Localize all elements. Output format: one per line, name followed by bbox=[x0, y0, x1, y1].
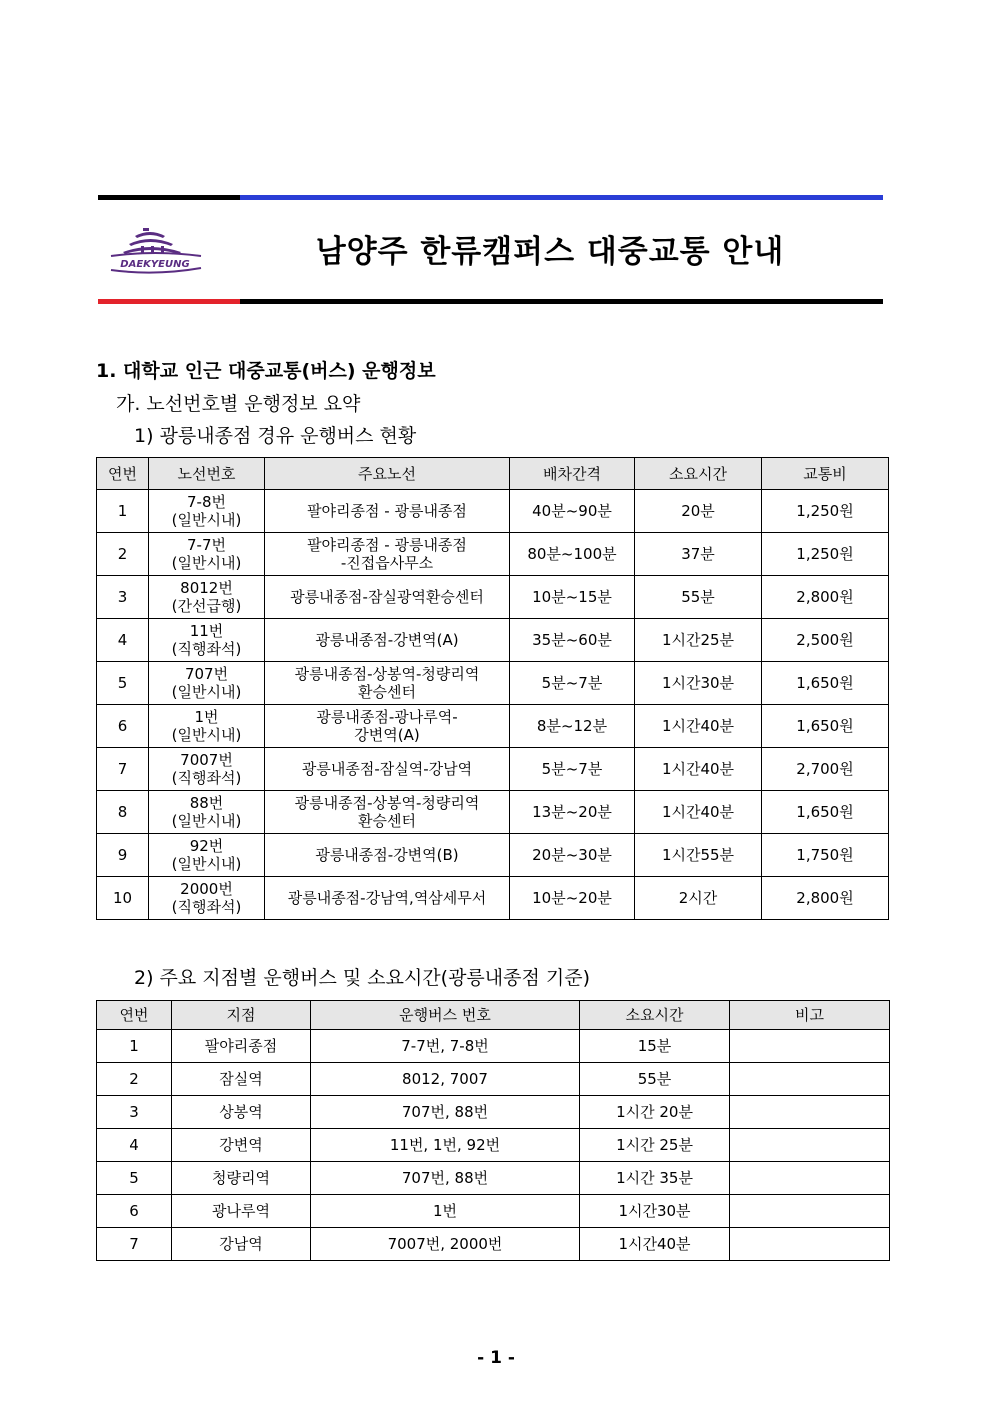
cell-note bbox=[730, 1030, 890, 1063]
route-path: 광릉내종점-잠실역-강남역 bbox=[301, 760, 473, 778]
cell-no: 2 bbox=[97, 1063, 172, 1096]
cell-fare bbox=[762, 877, 889, 920]
dispatch-interval: 8분~12분 bbox=[536, 717, 608, 735]
cell-interval bbox=[510, 877, 635, 920]
cell-no: 5 bbox=[97, 1162, 172, 1195]
cell-route bbox=[149, 748, 265, 791]
cell-no bbox=[97, 748, 149, 791]
cell-place: 팔야리종점 bbox=[172, 1030, 311, 1063]
col-header-no: 연번 bbox=[97, 458, 149, 490]
table-row bbox=[97, 877, 889, 920]
cell-buses: 707번, 88번 bbox=[311, 1162, 580, 1195]
dispatch-interval: 80분~100분 bbox=[527, 545, 617, 563]
dispatch-interval: 20분~30분 bbox=[532, 846, 612, 864]
cell-place: 상봉역 bbox=[172, 1096, 311, 1129]
row-number: 6 bbox=[117, 717, 128, 735]
dispatch-interval: 10분~15분 bbox=[532, 588, 612, 606]
cell-route bbox=[149, 533, 265, 576]
cell-no: 1 bbox=[97, 1030, 172, 1063]
dispatch-interval: 13분~20분 bbox=[532, 803, 612, 821]
row-number: 3 bbox=[117, 588, 128, 606]
cell-time bbox=[635, 748, 762, 791]
cell-no bbox=[97, 877, 149, 920]
cell-place: 강변역 bbox=[172, 1129, 311, 1162]
route-type: (일반시내) bbox=[171, 511, 242, 529]
cell-path bbox=[265, 748, 510, 791]
route-path: 광릉내종점-잠실광역환승센터 bbox=[290, 588, 484, 606]
col-header-time: 소요시간 bbox=[580, 1001, 730, 1030]
cell-note bbox=[730, 1162, 890, 1195]
cell-interval bbox=[510, 533, 635, 576]
cell-no: 4 bbox=[97, 1129, 172, 1162]
header-bottom-rule-red bbox=[98, 299, 240, 304]
cell-time: 1시간 20분 bbox=[580, 1096, 730, 1129]
cell-fare bbox=[762, 490, 889, 533]
cell-no bbox=[97, 705, 149, 748]
cell-buses: 8012, 7007 bbox=[311, 1063, 580, 1096]
cell-path bbox=[265, 662, 510, 705]
route-path: 광릉내종점-강변역(A) bbox=[315, 631, 459, 649]
dispatch-interval: 5분~7분 bbox=[541, 760, 603, 778]
cell-buses: 707번, 88번 bbox=[311, 1096, 580, 1129]
cell-place: 잠실역 bbox=[172, 1063, 311, 1096]
route-path: 팔야리종점 - 광릉내종점 bbox=[307, 502, 467, 520]
route-path: 팔야리종점 - 광릉내종점 bbox=[307, 536, 467, 554]
dispatch-interval: 35분~60분 bbox=[532, 631, 612, 649]
cell-time: 1시간30분 bbox=[580, 1195, 730, 1228]
cell-path bbox=[265, 533, 510, 576]
col-header-interval: 배차간격 bbox=[510, 458, 635, 490]
table-row bbox=[97, 662, 889, 705]
fare: 2,800원 bbox=[796, 588, 854, 606]
table-row bbox=[97, 748, 889, 791]
route-number: 7007번 bbox=[180, 751, 233, 769]
stop-time-table bbox=[96, 1000, 890, 1261]
route-path-cont: 환승센터 bbox=[358, 812, 416, 830]
travel-time: 1시간25분 bbox=[661, 631, 735, 649]
table2-title: 2) 주요 지점별 운행버스 및 소요시간(광릉내종점 기준) bbox=[134, 967, 590, 989]
cell-route bbox=[149, 834, 265, 877]
cell-fare bbox=[762, 748, 889, 791]
cell-time bbox=[635, 490, 762, 533]
fare: 1,650원 bbox=[796, 674, 854, 692]
cell-path bbox=[265, 619, 510, 662]
col-header-buses: 운행버스 번호 bbox=[311, 1001, 580, 1030]
table-row bbox=[97, 533, 889, 576]
cell-path bbox=[265, 791, 510, 834]
dispatch-interval: 40분~90분 bbox=[532, 502, 612, 520]
cell-interval bbox=[510, 834, 635, 877]
table-row bbox=[97, 1096, 890, 1129]
route-path: 광릉내종점-강변역(B) bbox=[315, 846, 459, 864]
row-number: 9 bbox=[117, 846, 128, 864]
travel-time: 1시간40분 bbox=[661, 717, 735, 735]
row-number: 8 bbox=[117, 803, 128, 821]
table-header-row bbox=[97, 1001, 890, 1030]
col-header-no: 연번 bbox=[97, 1001, 172, 1030]
section-heading: 1. 대학교 인근 대중교통(버스) 운행정보 bbox=[96, 360, 436, 382]
table-row bbox=[97, 1162, 890, 1195]
cell-place: 청량리역 bbox=[172, 1162, 311, 1195]
cell-time bbox=[635, 877, 762, 920]
cell-route bbox=[149, 490, 265, 533]
route-type: (직행좌석) bbox=[171, 769, 242, 787]
header-bottom-rule-black bbox=[240, 299, 883, 304]
cell-interval bbox=[510, 576, 635, 619]
fare: 1,250원 bbox=[796, 502, 854, 520]
cell-path bbox=[265, 834, 510, 877]
cell-path bbox=[265, 705, 510, 748]
route-type: (일반시내) bbox=[171, 726, 242, 744]
table-row bbox=[97, 576, 889, 619]
cell-buses: 1번 bbox=[311, 1195, 580, 1228]
route-type: (간선급행) bbox=[171, 597, 242, 615]
route-path-cont: 환승센터 bbox=[358, 683, 416, 701]
cell-buses: 11번, 1번, 92번 bbox=[311, 1129, 580, 1162]
route-type: (일반시내) bbox=[171, 855, 242, 873]
cell-no bbox=[97, 662, 149, 705]
cell-fare bbox=[762, 705, 889, 748]
travel-time: 55분 bbox=[681, 588, 715, 606]
table-row bbox=[97, 1129, 890, 1162]
travel-time: 1시간30분 bbox=[661, 674, 735, 692]
route-number: 7-8번 bbox=[187, 493, 226, 511]
cell-time bbox=[635, 705, 762, 748]
cell-buses: 7007번, 2000번 bbox=[311, 1228, 580, 1261]
route-number: 7-7번 bbox=[187, 536, 226, 554]
table-row bbox=[97, 1228, 890, 1261]
col-header-route: 노선번호 bbox=[149, 458, 265, 490]
cell-route bbox=[149, 662, 265, 705]
cell-time: 55분 bbox=[580, 1063, 730, 1096]
cell-fare bbox=[762, 662, 889, 705]
route-type: (일반시내) bbox=[171, 812, 242, 830]
logo-text: DAEKYEUNG bbox=[120, 259, 190, 270]
row-number: 2 bbox=[117, 545, 128, 563]
dispatch-interval: 5분~7분 bbox=[541, 674, 603, 692]
row-number: 10 bbox=[112, 889, 133, 907]
cell-interval bbox=[510, 748, 635, 791]
cell-time bbox=[635, 619, 762, 662]
cell-note bbox=[730, 1129, 890, 1162]
route-path-cont: 강변역(A) bbox=[354, 726, 420, 744]
header-top-rule-black bbox=[98, 195, 240, 200]
table1-title: 1) 광릉내종점 경유 운행버스 현황 bbox=[134, 425, 417, 447]
cell-place: 강남역 bbox=[172, 1228, 311, 1261]
fare: 1,750원 bbox=[796, 846, 854, 864]
travel-time: 2시간 bbox=[678, 889, 718, 907]
cell-no: 3 bbox=[97, 1096, 172, 1129]
cell-buses: 7-7번, 7-8번 bbox=[311, 1030, 580, 1063]
cell-interval bbox=[510, 662, 635, 705]
route-path: 광릉내종점-상봉역-청량리역 bbox=[294, 794, 480, 812]
cell-note bbox=[730, 1195, 890, 1228]
cell-path bbox=[265, 576, 510, 619]
cell-time bbox=[635, 791, 762, 834]
table-row bbox=[97, 490, 889, 533]
university-logo bbox=[105, 224, 205, 276]
travel-time: 1시간40분 bbox=[661, 760, 735, 778]
cell-time: 1시간 35분 bbox=[580, 1162, 730, 1195]
cell-interval bbox=[510, 619, 635, 662]
cell-no bbox=[97, 619, 149, 662]
header-top-rule-blue bbox=[240, 195, 883, 200]
route-type: (직행좌석) bbox=[171, 898, 242, 916]
cell-interval bbox=[510, 705, 635, 748]
table-row bbox=[97, 619, 889, 662]
row-number: 4 bbox=[117, 631, 128, 649]
cell-route bbox=[149, 576, 265, 619]
cell-route bbox=[149, 877, 265, 920]
travel-time: 1시간40분 bbox=[661, 803, 735, 821]
cell-fare bbox=[762, 576, 889, 619]
cell-fare bbox=[762, 791, 889, 834]
cell-interval bbox=[510, 791, 635, 834]
row-number: 5 bbox=[117, 674, 128, 692]
travel-time: 1시간55분 bbox=[661, 846, 735, 864]
table-row bbox=[97, 834, 889, 877]
cell-fare bbox=[762, 834, 889, 877]
route-number: 88번 bbox=[189, 794, 224, 812]
travel-time: 37분 bbox=[681, 545, 715, 563]
document-title: 남양주 한류캠퍼스 대중교통 안내 bbox=[315, 234, 785, 270]
cell-time: 1시간40분 bbox=[580, 1228, 730, 1261]
col-header-path: 주요노선 bbox=[265, 458, 510, 490]
cell-time bbox=[635, 576, 762, 619]
cell-no bbox=[97, 533, 149, 576]
fare: 2,800원 bbox=[796, 889, 854, 907]
cell-time: 1시간 25분 bbox=[580, 1129, 730, 1162]
route-path-cont: -진접읍사무소 bbox=[340, 554, 434, 572]
cell-path bbox=[265, 490, 510, 533]
col-header-time: 소요시간 bbox=[635, 458, 762, 490]
travel-time: 20분 bbox=[681, 502, 715, 520]
fare: 1,650원 bbox=[796, 803, 854, 821]
route-number: 1번 bbox=[194, 708, 219, 726]
route-path: 광릉내종점-광나루역- bbox=[316, 708, 458, 726]
cell-fare bbox=[762, 619, 889, 662]
route-type: (일반시내) bbox=[171, 683, 242, 701]
cell-fare bbox=[762, 533, 889, 576]
fare: 2,700원 bbox=[796, 760, 854, 778]
table-row bbox=[97, 705, 889, 748]
cell-no bbox=[97, 576, 149, 619]
cell-note bbox=[730, 1096, 890, 1129]
route-number: 2000번 bbox=[180, 880, 233, 898]
fare: 1,650원 bbox=[796, 717, 854, 735]
cell-no: 7 bbox=[97, 1228, 172, 1261]
route-number: 707번 bbox=[184, 665, 229, 683]
col-header-place: 지점 bbox=[172, 1001, 311, 1030]
table-row bbox=[97, 1030, 890, 1063]
cell-route bbox=[149, 619, 265, 662]
cell-time bbox=[635, 834, 762, 877]
cell-note bbox=[730, 1228, 890, 1261]
route-number: 11번 bbox=[189, 622, 224, 640]
cell-no: 6 bbox=[97, 1195, 172, 1228]
cell-place: 광나루역 bbox=[172, 1195, 311, 1228]
route-number: 92번 bbox=[189, 837, 224, 855]
table-row bbox=[97, 1063, 890, 1096]
cell-note bbox=[730, 1063, 890, 1096]
col-header-fare: 교통비 bbox=[762, 458, 889, 490]
cell-interval bbox=[510, 490, 635, 533]
dispatch-interval: 10분~20분 bbox=[532, 889, 612, 907]
route-type: (일반시내) bbox=[171, 554, 242, 572]
table-row bbox=[97, 1195, 890, 1228]
row-number: 7 bbox=[117, 760, 128, 778]
table-row bbox=[97, 791, 889, 834]
sub-heading: 가. 노선번호별 운행정보 요약 bbox=[116, 393, 361, 415]
col-header-note: 비고 bbox=[730, 1001, 890, 1030]
route-path: 광릉내종점-상봉역-청량리역 bbox=[294, 665, 480, 683]
cell-no bbox=[97, 490, 149, 533]
route-type: (직행좌석) bbox=[171, 640, 242, 658]
cell-no bbox=[97, 834, 149, 877]
page-number: - 1 - bbox=[477, 1348, 515, 1368]
route-path: 광릉내종점-강남역,역삼세무서 bbox=[287, 889, 487, 907]
cell-path bbox=[265, 877, 510, 920]
cell-time bbox=[635, 533, 762, 576]
fare: 2,500원 bbox=[796, 631, 854, 649]
cell-route bbox=[149, 791, 265, 834]
route-number: 8012번 bbox=[180, 579, 233, 597]
cell-route bbox=[149, 705, 265, 748]
cell-time: 15분 bbox=[580, 1030, 730, 1063]
row-number: 1 bbox=[117, 502, 128, 520]
table-header-row bbox=[97, 458, 889, 490]
fare: 1,250원 bbox=[796, 545, 854, 563]
cell-no bbox=[97, 791, 149, 834]
bus-route-table bbox=[96, 457, 889, 920]
cell-time bbox=[635, 662, 762, 705]
